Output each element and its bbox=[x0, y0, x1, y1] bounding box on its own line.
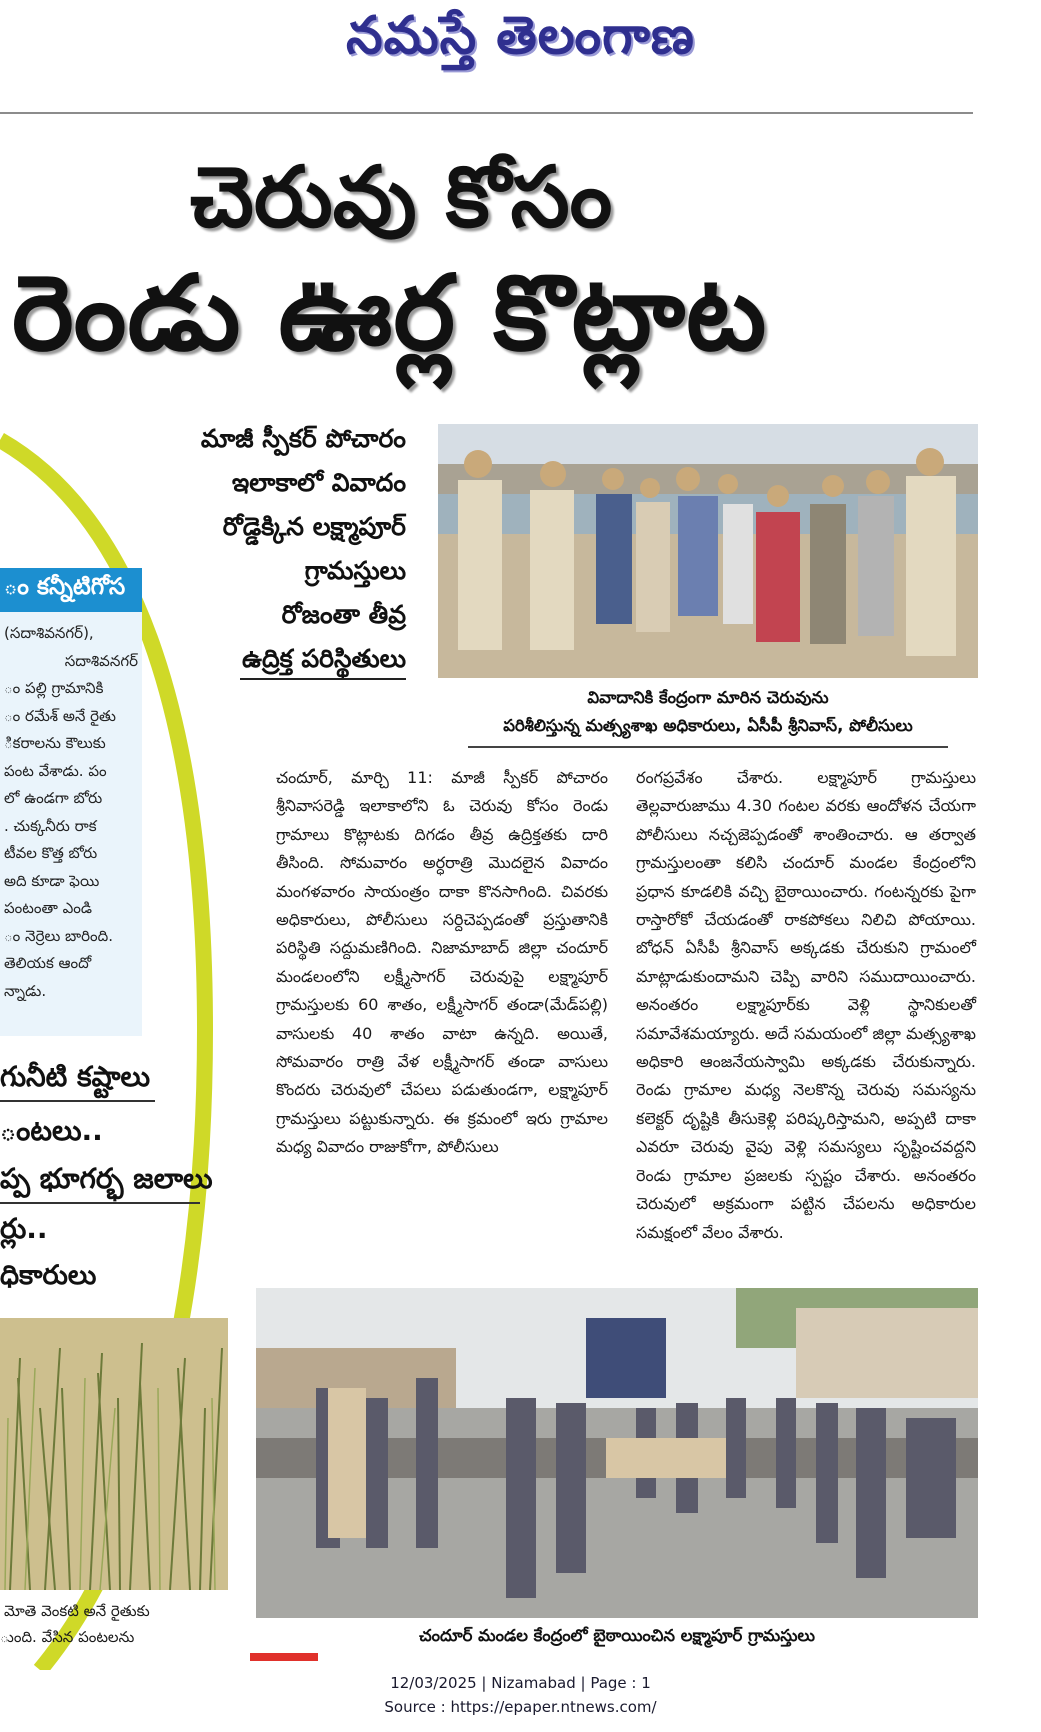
subhead-rule bbox=[240, 678, 406, 680]
masthead-rule bbox=[0, 112, 973, 114]
left-headline: ప్ప భూగర్భ జలాలు bbox=[0, 1162, 213, 1195]
masthead-title: నమస్తే తెలంగాణ bbox=[346, 6, 695, 66]
subhead: ఇలాకాలో వివాదం bbox=[232, 468, 406, 497]
photo1-caption-line-2: పరిశీలిస్తున్న మత్స్యశాఖ అధికారులు, ఏసీపీ శ్రీనివాస్, పోలీసులు bbox=[503, 716, 913, 735]
left-story-line: న్నాడు. bbox=[4, 981, 47, 1000]
road-protest-photo-art bbox=[256, 1288, 978, 1618]
article-column-2-text: రంగప్రవేశం చేశారు. లక్ష్మాపూర్ గ్రామస్తులు తెల్లవారుజాము 4.30 గంటల వరకు ఆందోళన చేయగా పోలీసులు నచ్చజెప్పడంతో శాంతించారు. ఆ తర్వాత గ్రామస్తులంతా కలిసి చందూర్ మండల కేంద్రంలోని ప్రధాన కూడలికి వచ్చి బైఠాయించారు. గంటన్నరకు పైగా రాస్తారోకో చేయడంతో రాకపోకలు నిలిచి పోయాయి. బోధన్ ఏసీపీ శ్రీనివాస్ అక్కడకు చేరుకుని గ్రామంలో మాట్లాడుకుందామని చెప్పి వారిని సముదాయించారు. అనంతరం లక్ష్మాపూర్‌కు వెళ్లి స్థానికులతో సమావేశమయ్యారు. అదే సమయంలో జిల్లా మత్స్యశాఖ అధికారి ఆంజనేయస్వామి అక్కడకు చేరుకున్నారు. రెండు గ్రామాల మధ్య నెలకొన్న చెరువు సమస్యను కలెక్టర్ దృష్టికి తీసుకెళ్లి పరిష్కరిస్తామని, అప్పటి దాకా ఎవరూ చెరువు వైపు వెళ్లి సమస్యలు సృష్టించవద్దని రెండు గ్రామాల ప్రజలకు స్పష్టం చేశారు. అనంతరం చెరువులో అక్రమంగా పట్టిన చేపలను అధికారుల సమక్షంలో వేలం వేశారు. bbox=[636, 768, 976, 1242]
left-story-line: ికరాలను కౌలుకు bbox=[4, 734, 106, 752]
left-headline: ర్లు.. bbox=[0, 1212, 48, 1245]
left-headline: గునీటి కష్టాలు bbox=[0, 1060, 151, 1093]
footer-date-edition: 12/03/2025 | Nizamabad | Page : 1 bbox=[390, 1674, 651, 1692]
left-story-line: పంట వేశాడు. పం bbox=[4, 761, 107, 780]
left-headline-rule bbox=[0, 1202, 200, 1204]
left-story-line: పంటంతా ఎండి bbox=[4, 899, 92, 917]
footer-source: Source : https://epaper.ntnews.com/ bbox=[384, 1698, 657, 1716]
subhead: రోజంతా తీవ్ర bbox=[281, 600, 406, 629]
left-headline: ంటలు.. bbox=[0, 1114, 103, 1147]
left-headline: ధికారులు bbox=[0, 1260, 97, 1291]
left-story-line: అది కూడా ఫెయి bbox=[4, 871, 100, 890]
left-story-line: ం నెర్రెలు బారింది. bbox=[4, 926, 113, 945]
photo2-caption: చందూర్ మండల కేంద్రంలో బైఠాయించిన లక్ష్మాపూర్ గ్రామస్తులు bbox=[419, 1626, 815, 1645]
subhead: గ్రామస్తులు bbox=[304, 556, 406, 585]
left-story-line: (సదాశివనగర్), bbox=[4, 624, 94, 642]
left-story-line: ం పల్లి గ్రామానికి bbox=[4, 679, 104, 697]
photo1-caption-line-1: వివాదానికి కేంద్రంగా మారిన చెరువును bbox=[587, 688, 829, 707]
left-headline-rule bbox=[0, 1100, 155, 1102]
lake-inspection-photo bbox=[438, 424, 978, 678]
left-caption-line-2: ుంది. వేసిన పంటలను bbox=[0, 1628, 135, 1646]
section-marker bbox=[250, 1653, 318, 1661]
left-story-line: సదాశివనగర్ bbox=[64, 651, 138, 670]
crop-field-photo bbox=[0, 1318, 228, 1590]
left-story-line: లో ఉండగా బోరు bbox=[4, 789, 103, 807]
lake-inspection-photo-art bbox=[438, 424, 978, 678]
photo1-caption-rule bbox=[468, 746, 948, 748]
subhead: రోడ్డెక్కిన లక్ష్మాపూర్ bbox=[222, 512, 406, 541]
headline-line-2: రెండు ఊర్ల కొట్లాట bbox=[12, 252, 768, 374]
subhead: ఉద్రిక్త పరిస్థితులు bbox=[242, 644, 406, 673]
left-story-band bbox=[0, 568, 142, 612]
article-column-2 bbox=[636, 764, 976, 1247]
left-story-line: . చుక్కనీరు రాక bbox=[4, 816, 97, 835]
crop-field-photo-art bbox=[0, 1318, 228, 1590]
road-protest-photo bbox=[256, 1288, 978, 1618]
left-story-band-title: ం కన్నీటిగోస bbox=[4, 574, 126, 600]
left-story-line: ం రమేశ్ అనే రైతు bbox=[4, 706, 116, 725]
left-story-text bbox=[4, 620, 138, 1005]
left-story-line: టీవల కొత్త బోరు bbox=[4, 844, 98, 862]
subhead: మాజీ స్పీకర్ పోచారం bbox=[200, 424, 406, 453]
left-story-line: తెలియక ఆందో bbox=[4, 954, 92, 972]
headline-line-1: చెరువు కోసం bbox=[190, 148, 613, 246]
article-column-1-text: చందూర్, మార్చి 11: మాజీ స్పీకర్ పోచారం శ్రీనివాసరెడ్డి ఇలాకాలోని ఓ చెరువు కోసం రెండు గ్రామాలు కొట్లాటకు దిగడం తీవ్ర ఉద్రిక్తతకు దారి తీసింది. సోమవారం అర్ధరాత్రి మొదలైన వివాదం మంగళవారం సాయంత్రం దాకా కొనసాగింది. చివరకు అధికారులు, పోలీసులు సర్దిచెప్పడంతో ప్రస్తుతానికి పరిస్థితి సద్దుమణిగింది. నిజామాబాద్ జిల్లా చందూర్ మండలంలోని లక్ష్మీసాగర్ చెరువుపై లక్ష్మాపూర్ గ్రామస్తులకు 60 శాతం, లక్ష్మీసాగర్ తండా(మేడ్‌పల్లి) వాసులకు 40 శాతం వాటా ఉన్నది. అయితే, సోమవారం రాత్రి వేళ లక్ష్మీసాగర్ తండా వాసులు కొందరు చెరువులో చేపలు పడుతుండగా, లక్ష్మాపూర్ గ్రామస్తులు పట్టుకున్నారు. ఈ క్రమంలో ఇరు గ్రామాల మధ్య వివాదం రాజుకోగా, పోలీసులు bbox=[276, 768, 608, 1157]
left-caption-line-1: మోతె వెంకటి అనే రైతుకు bbox=[4, 1602, 150, 1620]
article-column-1 bbox=[276, 764, 608, 1162]
